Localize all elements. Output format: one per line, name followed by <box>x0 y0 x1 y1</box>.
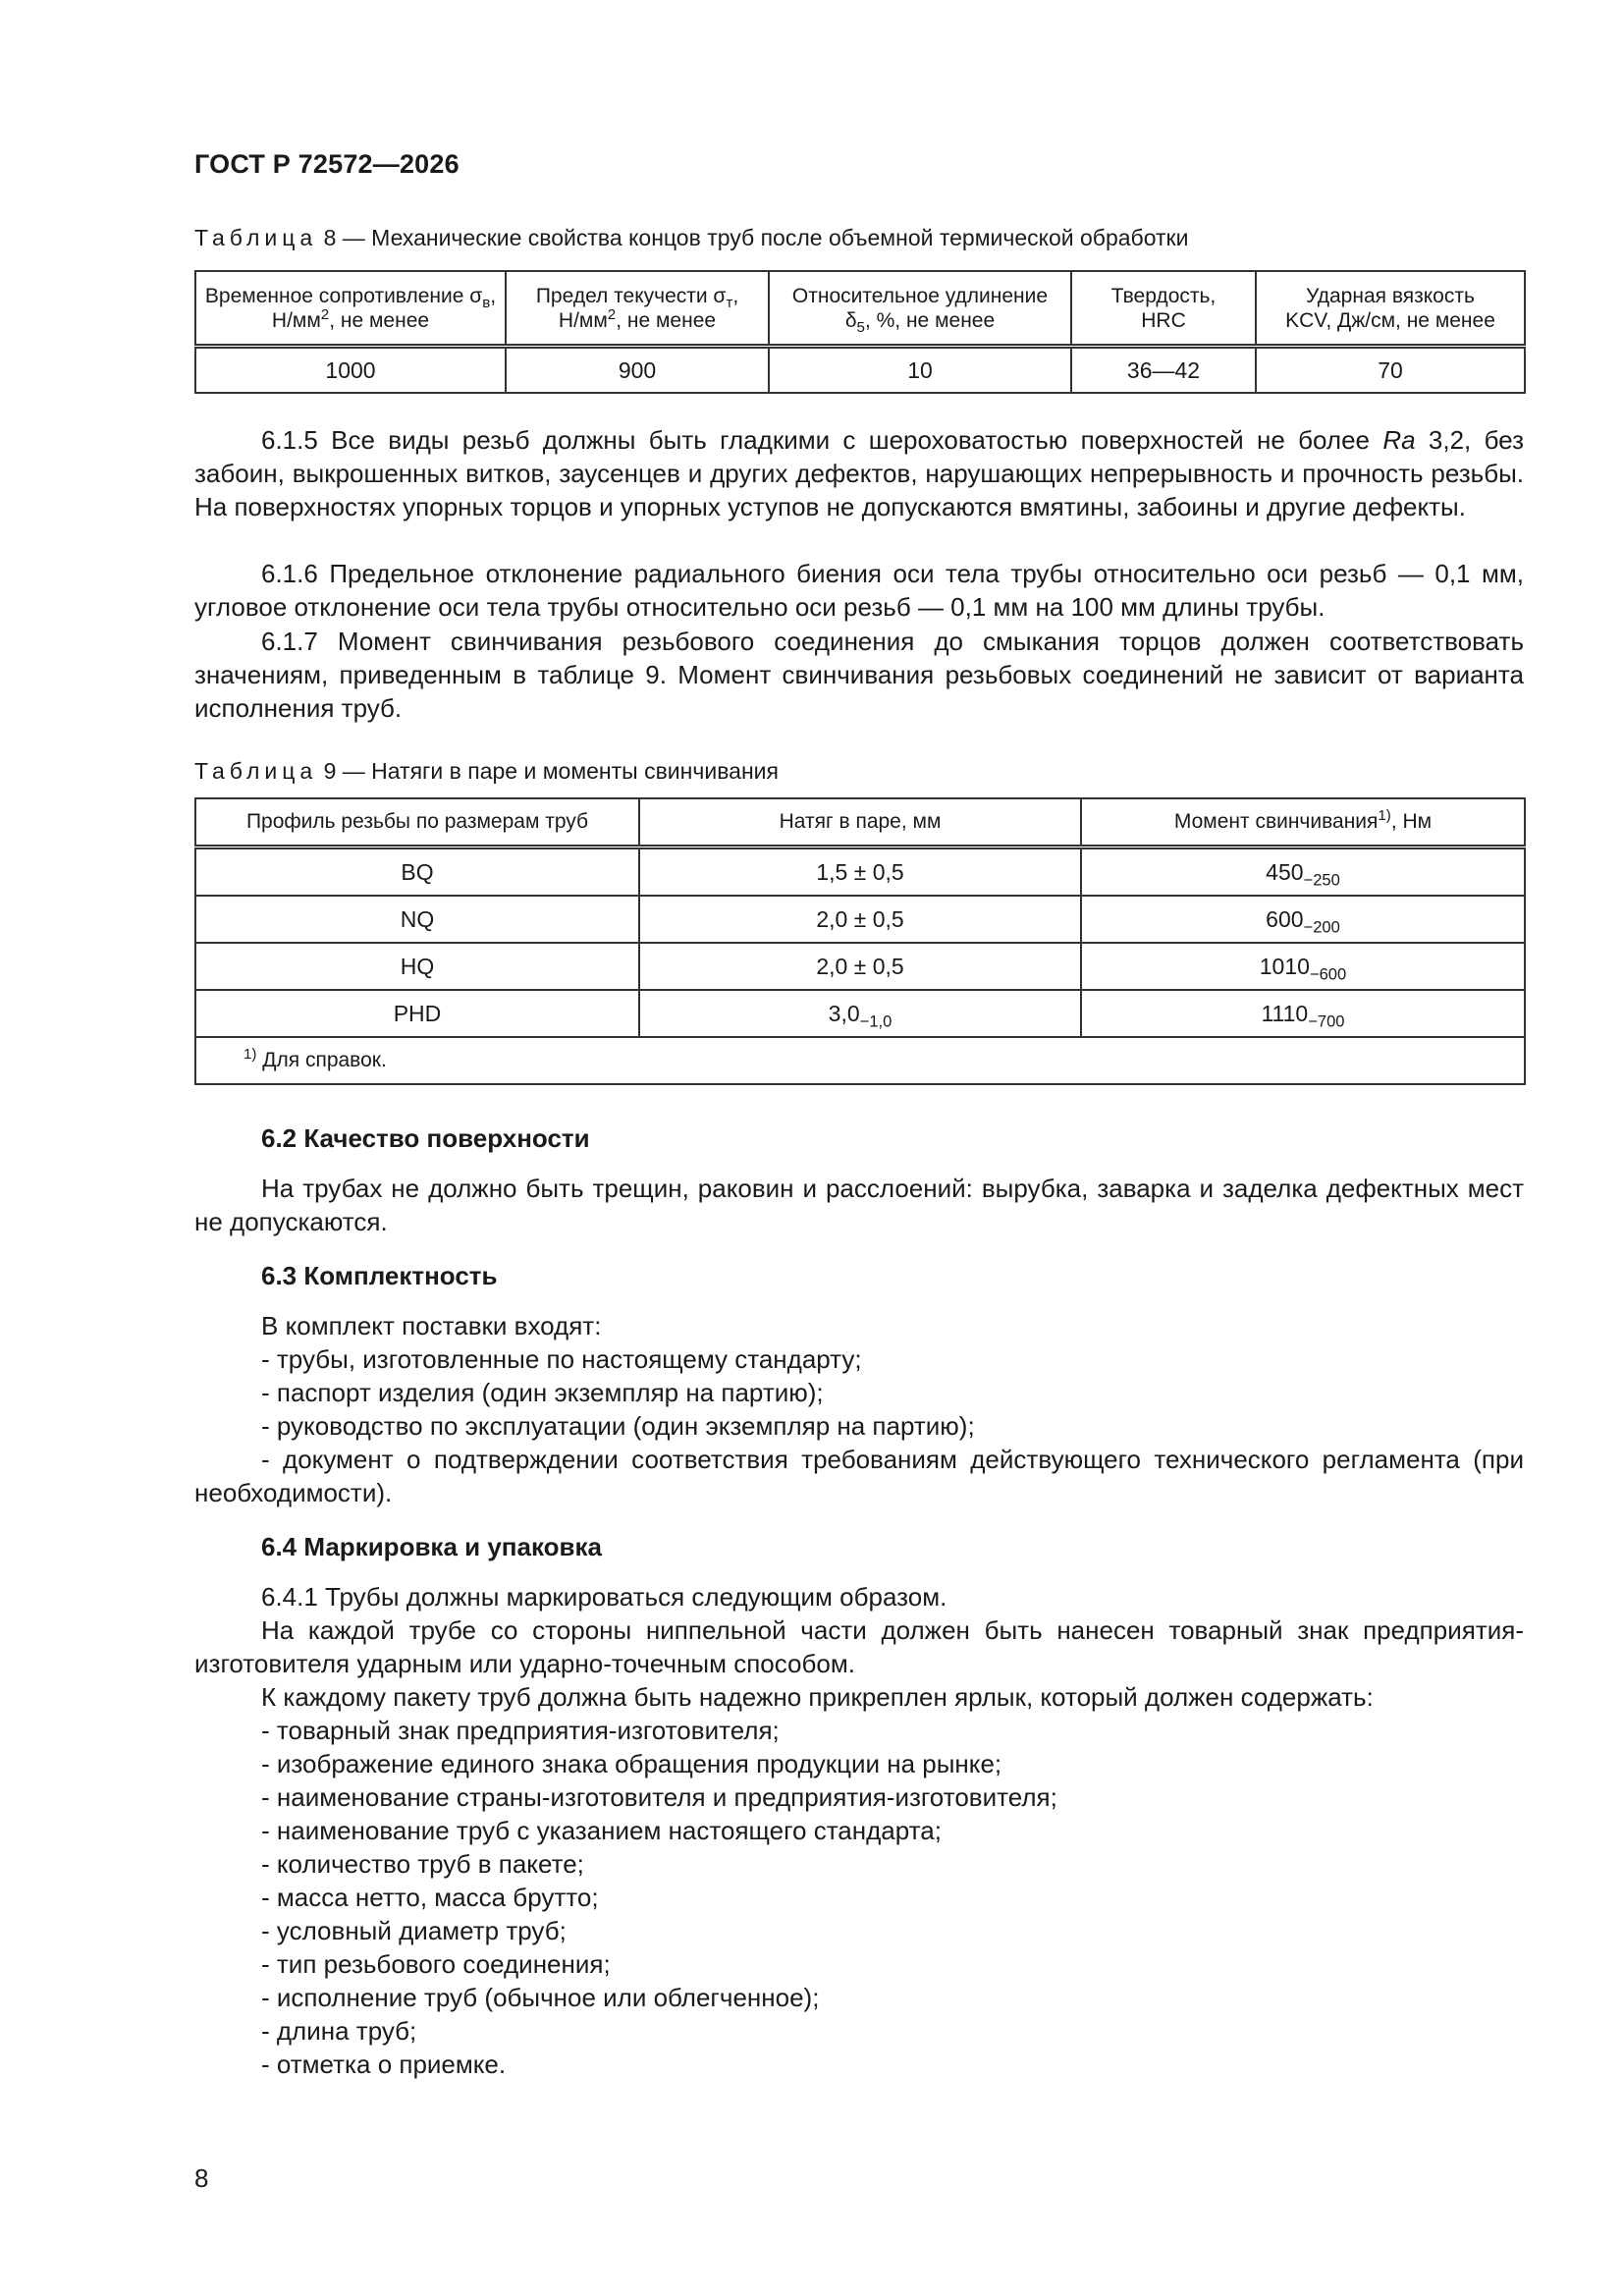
table9-header-profile: Профиль резьбы по размерам труб <box>195 798 639 847</box>
table9-profile: BQ <box>195 847 639 897</box>
list-item: - условный диаметр труб; <box>261 1916 567 1945</box>
table8 <box>194 270 1526 394</box>
table8-cell: 10 <box>769 347 1071 394</box>
paragraph-6-1-6: 6.1.6 Предельное отклонение радиального биения оси тела трубы относительно оси резьб — 0,1 мм, угловое отклонение оси тела трубы относительно оси резьб — 0,1 мм на 100 мм длины трубы. <box>194 559 1524 622</box>
table8-caption-word: Таблица <box>194 225 318 250</box>
table8-header-impact: Ударная вязкость KCV, Дж/см, не менее <box>1256 271 1525 347</box>
section-heading-6-3: 6.3 Комплектность <box>261 1261 498 1290</box>
page-number: 8 <box>194 2163 209 2193</box>
paragraph-6-2: На трубах не должно быть трещин, раковин и расслоений: вырубка, заварка и заделка дефектных мест не допускаются. <box>194 1174 1524 1236</box>
paragraph-6-4-1: 6.4.1 Трубы должны маркироваться следующим образом. <box>261 1582 947 1612</box>
table9-fit: 2,0 ± 0,5 <box>639 943 1081 990</box>
list-intro: В комплект поставки входят: <box>261 1311 602 1340</box>
paragraph-6-1-7: 6.1.7 Момент свинчивания резьбового соединения до смыкания торцов должен соответствовать значениям, приведенным в таблице 9. Момент свинчивания резьбовых соединений не зависит от варианта исполнения труб. <box>194 627 1524 723</box>
table9-profile: PHD <box>195 990 639 1037</box>
table9-profile: NQ <box>195 896 639 943</box>
table9-fit: 2,0 ± 0,5 <box>639 896 1081 943</box>
table8-header-hardness: Твердость, HRC <box>1071 271 1256 347</box>
table9-header-fit: Натяг в паре, мм <box>639 798 1081 847</box>
document-code: ГОСТ Р 72572—2026 <box>194 149 460 179</box>
table9-torque: $600_{-200}$ <box>1081 896 1525 943</box>
section-heading-6-2: 6.2 Качество поверхности <box>261 1123 590 1153</box>
table9-header-torque: Момент свинчивания$^{1)}$, Нм <box>1081 798 1525 847</box>
table9-torque: $450_{-250}$ <box>1081 847 1525 897</box>
table9-caption-word: Таблица <box>194 758 318 784</box>
table9-caption <box>194 758 779 785</box>
list-item: - отметка о приемке. <box>261 2050 507 2079</box>
table-row <box>195 847 1525 897</box>
table9-footnote-row <box>195 1037 1525 1084</box>
table9-fit: 1,5 ± 0,5 <box>639 847 1081 897</box>
table9 <box>194 797 1526 1085</box>
table9-torque: $1010_{-600}$ <box>1081 943 1525 990</box>
table8-cell: 900 <box>506 347 769 394</box>
paragraph-6-4-1-label: К каждому пакету труб должна быть надежно прикреплен ярлык, который должен содержать: <box>261 1682 1374 1712</box>
list-item: - количество труб в пакете; <box>261 1849 584 1879</box>
table8-data-row <box>195 347 1525 394</box>
list-item: - изображение единого знака обращения продукции на рынке; <box>261 1749 1002 1778</box>
list-item: - руководство по эксплуатации (один экземпляр на партию); <box>261 1411 975 1441</box>
list-item: - длина труб; <box>261 2016 417 2046</box>
table8-header-tensile: Временное сопротивление $\sigma_в$, $Н/мм^2$, не менее <box>195 271 506 347</box>
table8-header-elongation: Относительное удлинение $\delta_5$, %, не менее <box>769 271 1071 347</box>
list-item: - документ о подтверждении соответствия требованиям действующего технического регламента (при необходимости). <box>194 1445 1524 1507</box>
table8-caption <box>194 225 1188 251</box>
table8-cell: 36—42 <box>1071 347 1256 394</box>
table9-caption-text: 9 — Натяги в паре и моменты свинчивания <box>317 758 779 784</box>
table8-cell: 1000 <box>195 347 506 394</box>
table9-footnote: $^{1)}$ Для справок. <box>195 1037 1525 1084</box>
list-item: - паспорт изделия (один экземпляр на партию); <box>261 1378 824 1407</box>
list-item: - наименование страны-изготовителя и предприятия-изготовителя; <box>261 1782 1057 1812</box>
paragraph-6-1-5: 6.1.5 Все виды резьб должны быть гладкими с шероховатостью поверхностей не более Ra 3,2, без забоин, выкрошенных витков, заусенцев и других дефектов, нарушающих непрерывность и прочность резьбы. На поверхностях упорных торцов и упорных уступов не допускаются вмятины, забоины и другие дефекты. <box>194 425 1524 521</box>
table9-header-row <box>195 798 1525 847</box>
table8-header-yield: Предел текучести $\sigma_т$, $Н/мм^2$, не менее <box>506 271 769 347</box>
table9-fit: $3,0_{-1,0}$ <box>639 990 1081 1037</box>
table8-caption-text: 8 — Механические свойства концов труб после объемной термической обработки <box>317 225 1189 250</box>
table9-profile: HQ <box>195 943 639 990</box>
list-item: - трубы, изготовленные по настоящему стандарту; <box>261 1344 862 1374</box>
table-row <box>195 896 1525 943</box>
list-item: - масса нетто, масса брутто; <box>261 1883 599 1912</box>
table8-cell: 70 <box>1256 347 1525 394</box>
table9-torque: $1110_{-700}$ <box>1081 990 1525 1037</box>
paragraph-6-4-1-text: На каждой трубе со стороны ниппельной части должен быть нанесен товарный знак предприятия-изготовителя ударным или ударно-точечным способом. <box>194 1615 1524 1678</box>
list-item: - наименование труб с указанием настоящего стандарта; <box>261 1816 942 1845</box>
table-row <box>195 990 1525 1037</box>
list-item: - тип резьбового соединения; <box>261 1949 611 1979</box>
table8-header-row <box>195 271 1525 347</box>
section-heading-6-4: 6.4 Маркировка и упаковка <box>261 1532 602 1561</box>
list-item: - товарный знак предприятия-изготовителя; <box>261 1716 780 1745</box>
table-row <box>195 943 1525 990</box>
list-item: - исполнение труб (обычное или облегченное); <box>261 1983 820 2012</box>
